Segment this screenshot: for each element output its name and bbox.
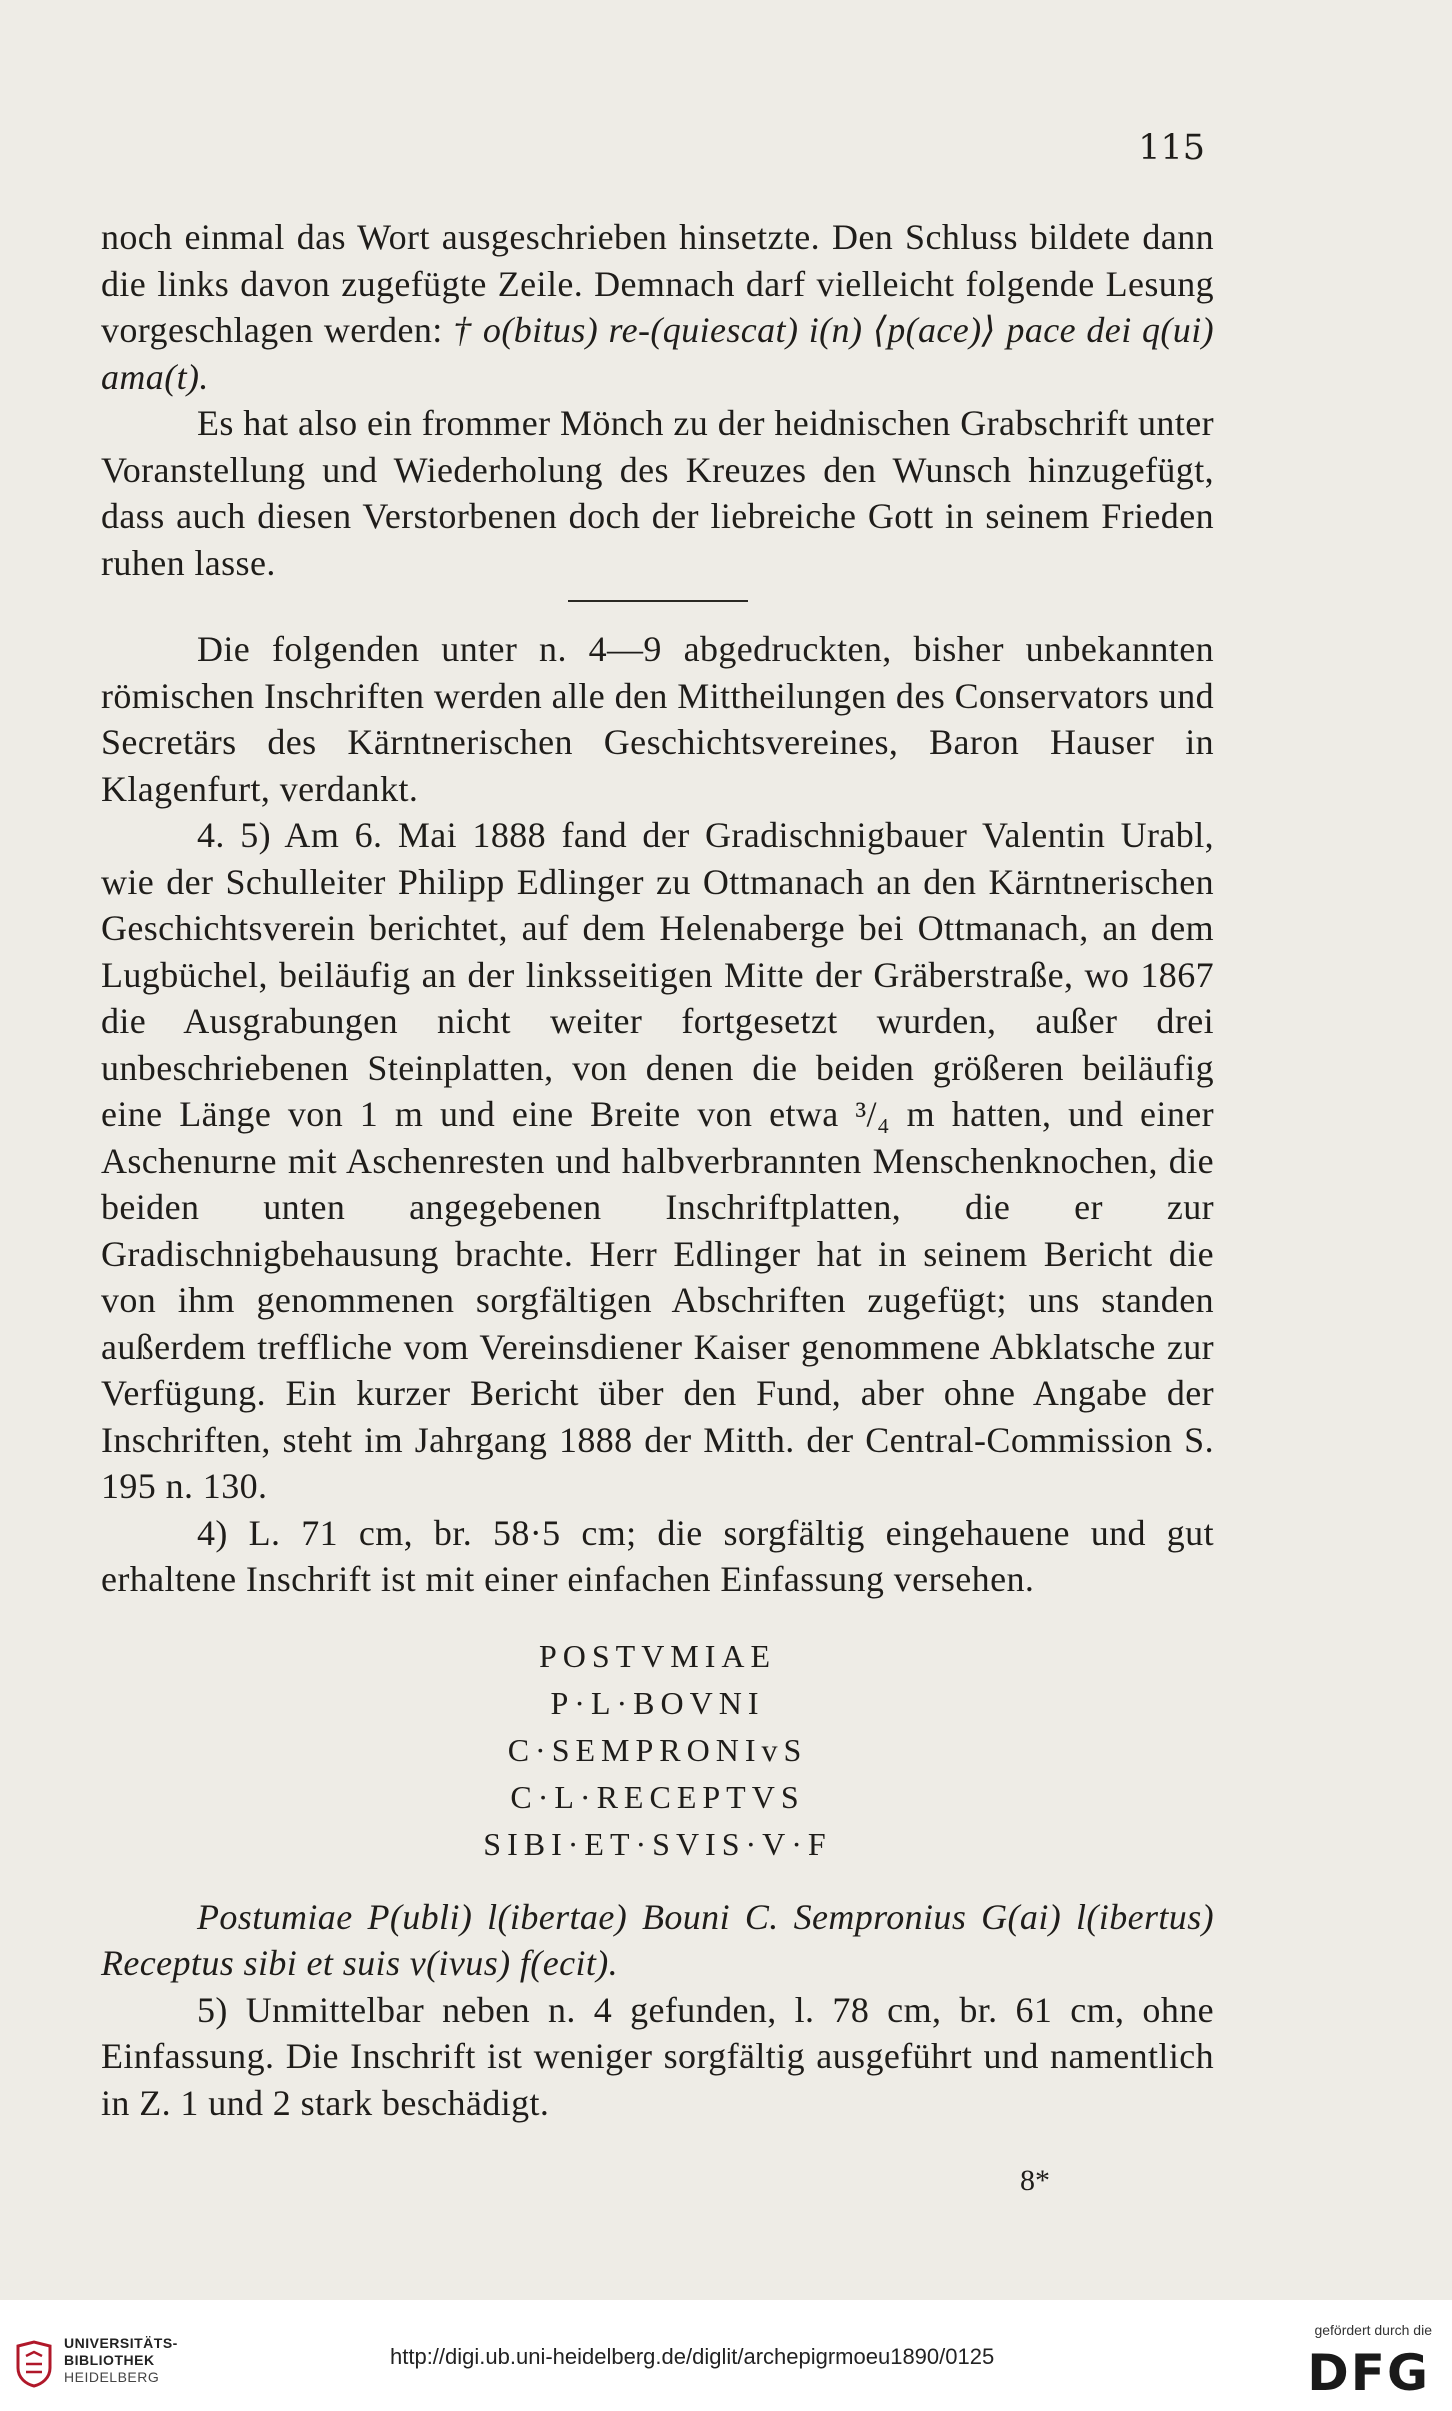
signature-mark: 8* [1020, 2164, 1050, 2197]
inscription-line: SIBI·ET·SVIS·V·F [483, 1825, 832, 1862]
italic-reading: † o(bitus) re-(quiescat) i(n) ⟨p(ace)⟩ pace dei q(ui) ama(t). [101, 310, 1214, 397]
source-url-link[interactable]: http://digi.ub.uni-heidelberg.de/diglit/archepigrmoeu1890/0125 [390, 2344, 995, 2369]
paragraph: Es hat also ein frommer Mönch zu der heidnischen Grabschrift unter Voranstellung und Wiederholung des Kreuzes den Wunsch hinzugefügt, dass auch diesen Verstorbenen doch der liebreiche Gott in seinem Frieden ruhen lasse. [101, 403, 1214, 583]
institution-line: HEIDELBERG [64, 2369, 160, 2385]
paragraph: 5) Unmittelbar neben n. 4 gefunden, l. 78 cm, br. 61 cm, ohne Einfassung. Die Inschrift ist weniger sorgfältig ausgeführt und namentlich in Z. 1 und 2 stark beschädigt. [101, 1989, 1214, 2123]
section-separator [568, 600, 748, 602]
paragraph-text: noch einmal das Wort ausgeschrieben hinsetzte. Den Schluss bildete dann die links davon zugefügte Zeile. Demnach darf vielleicht folgende Lesung vorgeschlagen werden: [101, 217, 1214, 350]
inscription-line: P·L·BOVNI [550, 1684, 765, 1721]
inscription-block [101, 1633, 1214, 1868]
body-text [101, 214, 1214, 2126]
paragraph [101, 214, 1214, 400]
paragraph: Die folgenden unter n. 4—9 abgedruckten, bisher unbekannten römischen Inschriften werden alle den Mittheilungen des Conservators und Secretärs des Kärntnerischen Geschichtsvereines, Baron Hauser in Klagenfurt, verdankt. [101, 629, 1214, 809]
inscription-line: POSTVMIAE [538, 1637, 777, 1674]
institution-name [64, 2335, 178, 2386]
university-logo-icon [14, 2340, 54, 2388]
institution-line: UNIVERSITÄTS- [64, 2335, 178, 2351]
institution-line: BIBLIOTHEK [64, 2352, 155, 2368]
footer-bar [0, 2300, 1452, 2411]
inscription-line: C·L·RECEPTVS [510, 1778, 805, 1815]
funding-label: gefördert durch die [1314, 2322, 1432, 2338]
inscription-transcription: Postumiae P(ubli) l(ibertae) Bouni C. Sempronius G(ai) l(ibertus) Receptus sibi et suis v(ivus) f(ecit). [101, 1896, 1214, 1983]
paragraph: 4. 5) Am 6. Mai 1888 fand der Gradischnigbauer Valentin Urabl, wie der Schulleiter Philipp Edlinger zu Ottmanach an den Kärntnerischen Geschichtsverein berichtet, auf dem Helenaberge bei Ottmanach, an dem Lugbüchel, beiläufig an der linksseitigen Mitte der Gräberstraße, wo 1867 die Ausgrabungen nicht weiter fortgesetzt wurden, außer drei unbeschriebenen Steinplatten, von denen die beiden größeren beiläufig eine Länge von 1 m und eine Breite von etwa ³/₄ m hatten, und einer Aschenurne mit Aschenresten und halbverbrannten Menschenknochen, die beiden unten angegebenen Inschriftplatten, die er zur Gradischnigbehausung brachte. Herr Edlinger hat in seinem Bericht die von ihm genommenen sorgfältigen Abschriften zugefügt; uns standen außerdem treffliche vom Vereinsdiener Kaiser genommene Abklatsche zur Verfügung. Ein kurzer Bericht über den Fund, aber ohne Angabe der Inschriften, steht im Jahrgang 1888 der Mitth. der Central-Commission S. 195 n. 130. [101, 815, 1214, 1506]
paragraph: 4) L. 71 cm, br. 58·5 cm; die sorgfältig eingehauene und gut erhaltene Inschrift ist mit einer einfachen Einfassung versehen. [101, 1512, 1214, 1599]
inscription-line: C·SEMPRONIvS [507, 1731, 808, 1768]
dfg-logo: DFG [1307, 2344, 1430, 2402]
page-number: 115 [1138, 128, 1205, 168]
